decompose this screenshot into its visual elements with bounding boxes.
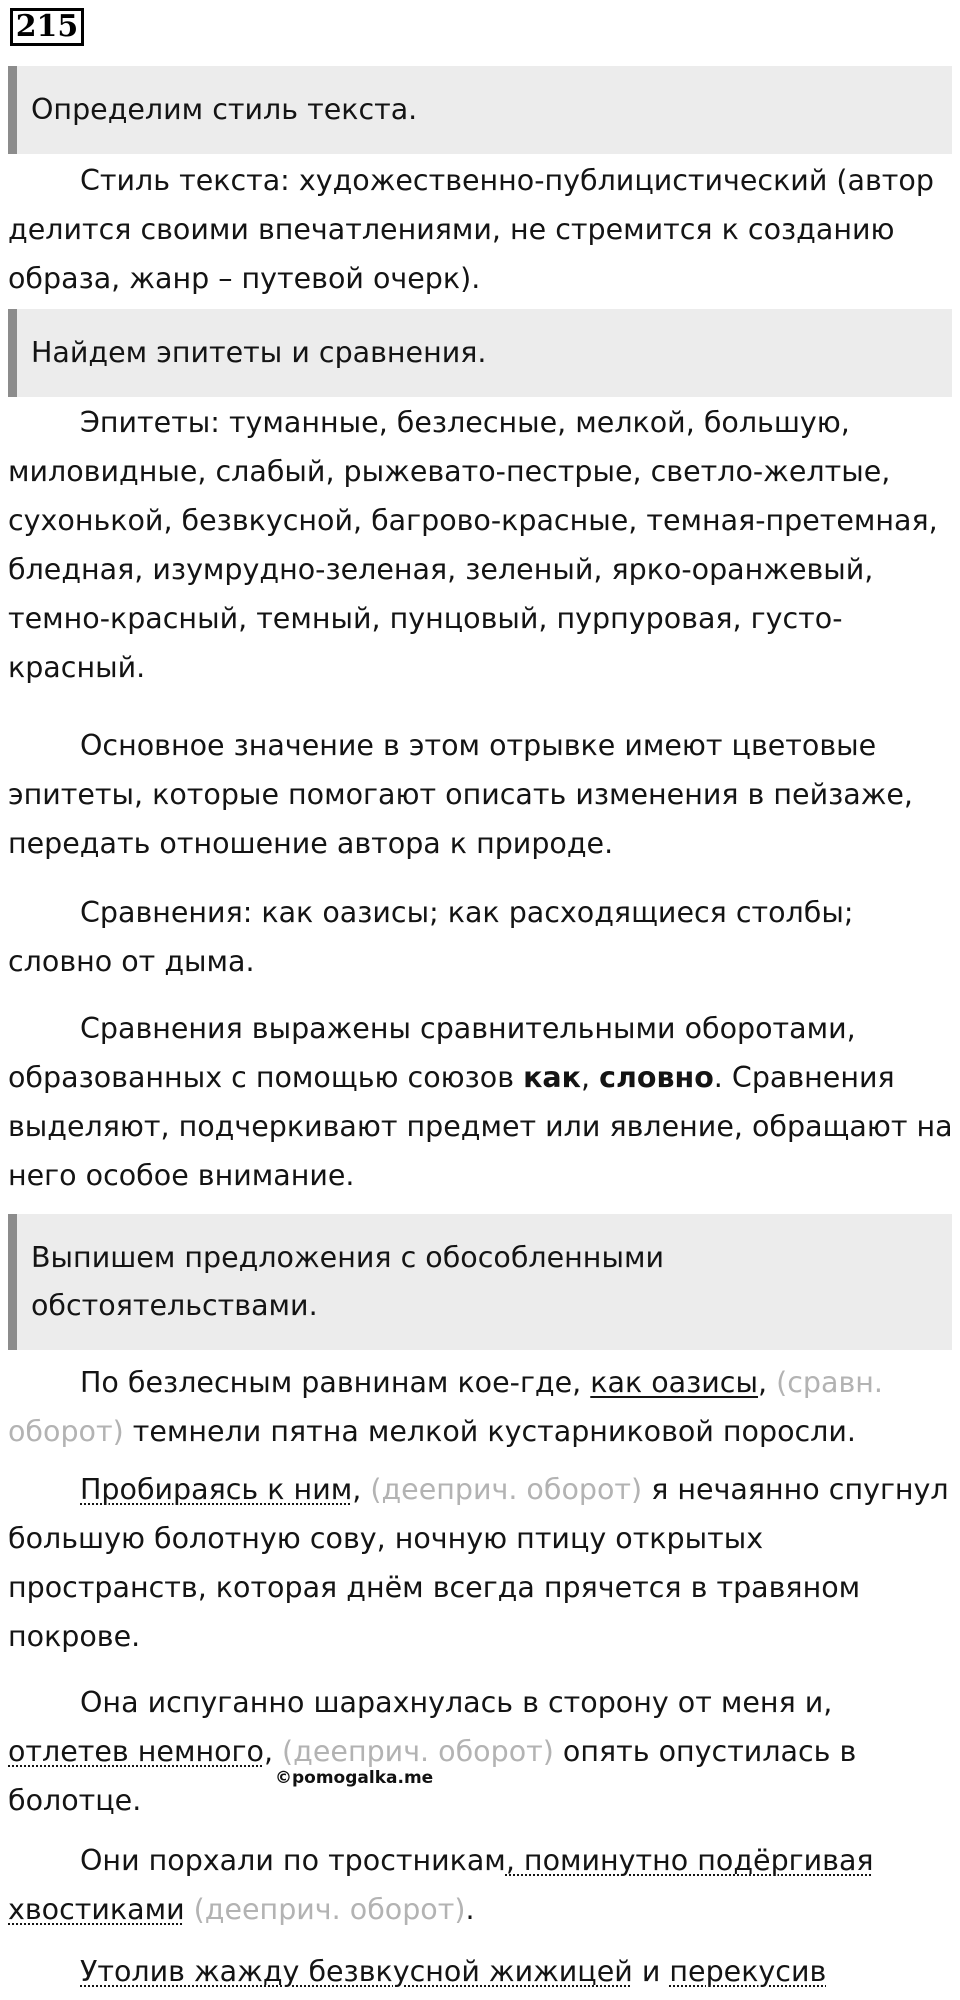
text-span: Сравнения выражены сравнительными оборотами, образованных с помощью союзов	[8, 1012, 856, 1094]
text-span: . Сравнения выделяют, подчеркивают предмет или явление, обращают на него особое внимание.	[8, 1061, 953, 1192]
underlined-comparison: как оазисы	[590, 1366, 758, 1399]
text-span: Они порхали по тростникам	[80, 1844, 506, 1877]
grammar-note: (сравн. оборот)	[8, 1366, 883, 1448]
text-span: ,	[352, 1473, 362, 1506]
style-paragraph: Стиль текста: художественно-публицистический (автор делится своими впечатлениями, не стремится к созданию образа, жанр – путевой очерк).	[8, 164, 934, 295]
text-span: и	[632, 1955, 670, 1988]
underlined-participle-phrase: отлетев немного	[8, 1735, 264, 1768]
text-span: опять опустилась в болотце.	[8, 1735, 857, 1817]
watermark: ©pomogalka.me	[275, 1768, 434, 1788]
epithets-meaning-paragraph: Основное значение в этом отрывке имеют цветовые эпитеты, которые помогают описать изменения в пейзаже, передать отношение автора к природе.	[8, 729, 913, 860]
text-span: темнели пятна мелкой кустарниковой поросли.	[123, 1415, 856, 1448]
heading-epithets: Найдем эпитеты и сравнения.	[8, 309, 952, 397]
heading-style: Определим стиль текста.	[8, 66, 952, 154]
grammar-note: (дееприч. оборот)	[361, 1473, 643, 1506]
text-span: По безлесным равнинам кое-где,	[80, 1366, 591, 1399]
underlined-participle-phrase: перекусив	[669, 1955, 827, 1988]
text-span: Она испуганно шарахнулась в сторону от меня и,	[80, 1686, 833, 1719]
sentence-4	[8, 1836, 956, 1934]
sentence-1	[8, 1358, 956, 1456]
underlined-participle-phrase: Утолив жажду безвкусной жижицей	[80, 1955, 633, 1988]
task-number: 215	[10, 8, 84, 46]
sentence-2	[8, 1465, 956, 1661]
sentence-5	[8, 1947, 956, 1996]
text-span: я нечаянно спугнул большую болотную сову, ночную птицу открытых пространств, которая днём всегда прячется в травяном покрове.	[8, 1473, 949, 1653]
underlined-participle-phrase: , поминутно подёргивая хвостиками	[8, 1844, 874, 1926]
sentence-3	[8, 1678, 956, 1825]
underlined-participle-phrase: Пробираясь к ним	[80, 1473, 353, 1506]
text-span: ,	[757, 1366, 768, 1399]
epithets-paragraph: Эпитеты: туманные, безлесные, мелкой, большую, миловидные, слабый, рыжевато-пестрые, светло-желтые, сухонькой, безвкусной, багрово-красные, темная-претемная, бледная, изумрудно-зеленая, зеленый, ярко-оранжевый, темно-красный, темный, пунцовый, пурпуровая, густо-красный.	[8, 406, 938, 684]
text-span: .	[465, 1893, 475, 1926]
grammar-note: (дееприч. оборот)	[184, 1893, 466, 1926]
comparisons-paragraph: Сравнения: как оазисы; как расходящиеся столбы; словно от дыма.	[8, 896, 854, 978]
comparisons-explanation	[8, 1004, 956, 1200]
bold-conjunction-slovno: словно	[599, 1061, 714, 1094]
heading-sentences: Выпишем предложения с обособленными обстоятельствами.	[8, 1214, 952, 1350]
text-span: ,	[581, 1061, 600, 1094]
bold-conjunction-kak: как	[523, 1061, 582, 1094]
text-span: ,	[263, 1735, 273, 1768]
grammar-note: (дееприч. оборот)	[273, 1735, 554, 1768]
